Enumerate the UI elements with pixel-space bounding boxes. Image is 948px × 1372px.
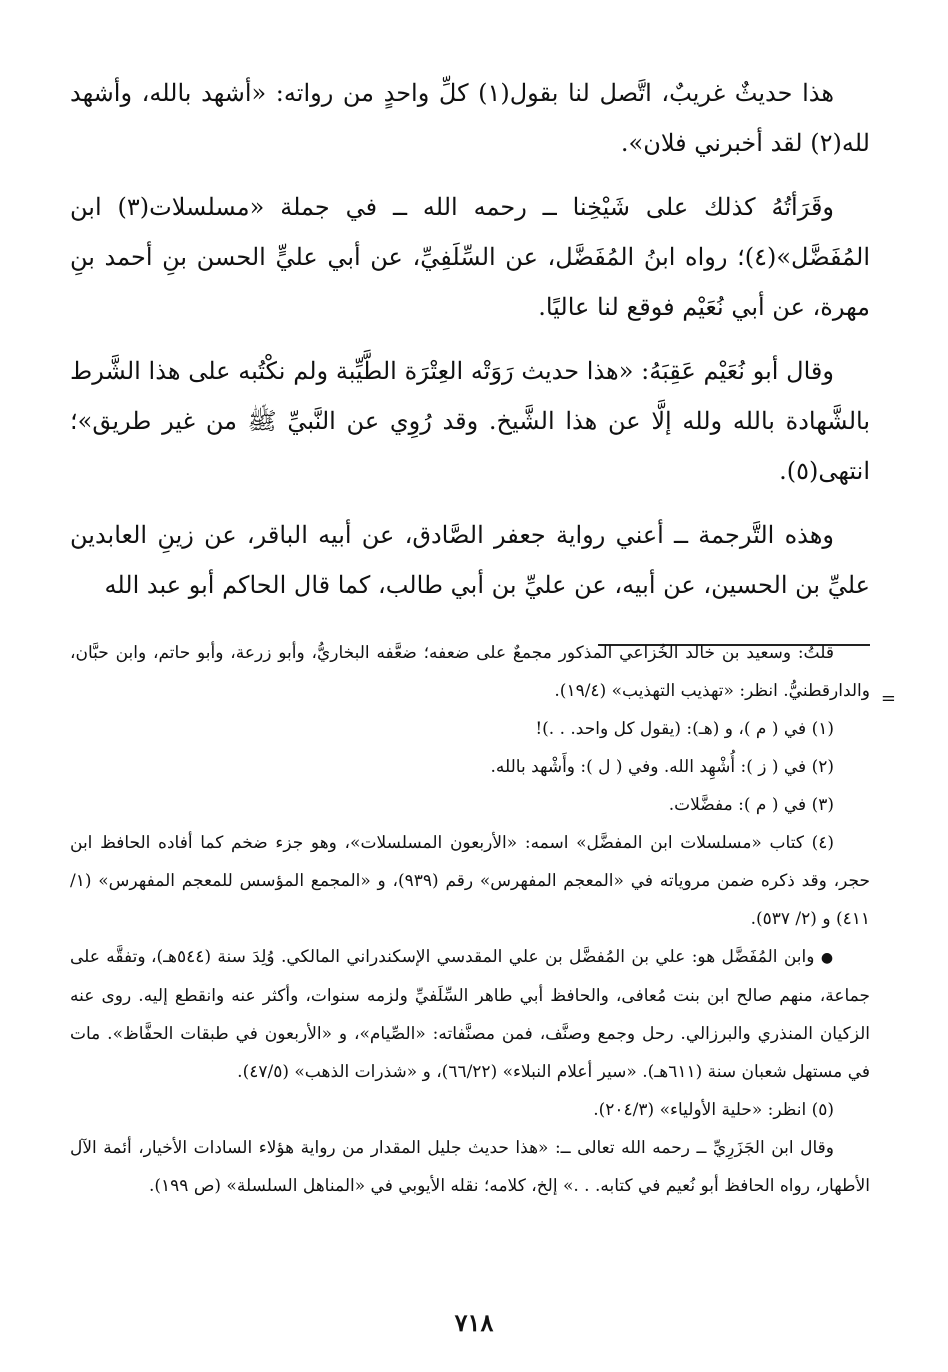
continuation-mark: = (880, 688, 896, 709)
main-paragraph: وهذه التَّرجمة ــ أعني رواية جعفر الصَّادق، عن أبيه الباقر، عن زينِ العابدين عليِّ بن الحسين، عن أبيه، عن عليِّ بن أبي طالب، كما قال الحاكم أبو عبد الله (70, 521, 870, 599)
main-text (70, 68, 870, 610)
footnote-continuation: قلتُ: وسعيد بن خالد الخُزاعي المذكور مجمعٌ على ضعفه؛ ضعَّفه البخاريُّ، وأبو زرعة، وأبو حاتم، وابن حبَّان، والدارقطنيُّ. انظر: «تهذيب التهذيب» (١٩/٤). (70, 643, 870, 701)
main-paragraph: هذا حديثٌ غريبٌ، اتَّصل لنا بقول(١) كلِّ واحدٍ من رواته: «أشهد بالله، وأشهد لله(٢) لقد أخبرني فلان». (70, 79, 870, 157)
page-number: ٧١٨ (454, 1308, 494, 1337)
footnote-item: (٣) في ( م ): مفضَّلات. (668, 795, 834, 815)
footnote-item: (١) في ( م )، و (هـ): (يقول كل واحد. . .)! (535, 719, 834, 739)
footnote-item: وقال ابن الجَزَرِيِّ ــ رحمه الله تعالى ــ: «هذا حديث جليل المقدار من رواية هؤلاء السادات الأخيار، أئمة الآل الأطهار، رواه الحافظ أبو نُعيم في كتابه. . .» إلخ، كلامه؛ نقله الأيوبي في «المناهل السلسلة» (ص ١٩٩). (70, 1138, 870, 1196)
footnote-item: (٤) كتاب «مسلسلات ابن المفضَّل» اسمه: «الأربعون المسلسلات»، وهو جزء ضخم كما أفاده الحافظ ابن حجر، وقد ذكره ضمن مروياته في «المعجم المفهرس» رقم (٩٣٩)، و «المجمع المؤسس للمعجم المفهرس» (١/ ٤١١) و (٢/ ٥٣٧). (70, 833, 871, 929)
main-paragraph: وقَرَأتُهُ كذلك على شَيْخِنا ــ رحمه الله ــ في جملة «مسلسلات(٣) ابن المُفَضَّل»(٤)؛ رواه ابنُ المُفَضَّل، عن السِّلَفِيِّ، عن أبي عليٍّ الحسن بنِ أحمد بنِ مهرة، عن أبي نُعَيْم فوقع لنا عاليًا. (70, 193, 870, 321)
bullet-icon: ● (820, 950, 835, 966)
footnote-item: (٥) انظر: «حلية الأولياء» (٢٠٤/٣). (593, 1100, 834, 1120)
footnote-item: (٢) في ( ز ): أُشْهِد الله. وفي ( ل ): وأَشْهد بالله. (490, 757, 834, 777)
page-body (70, 68, 896, 1205)
footnote-bullet-item (70, 938, 870, 1091)
main-paragraph: وقال أبو نُعَيْم عَقِبَهُ: «هذا حديث رَوَتْه العِتْرَة الطَّيِّبة ولم نكْتُبه على هذا الشَّرط بالشَّهادة بالله ولله إلَّا عن هذا الشَّيخ. وقد رُوِي عن النَّبيِّ ﷺ من غير طريق»؛ انتهى(٥). (70, 357, 870, 485)
footnote-bullet-text: وابن المُفَضَّل هو: علي بن المُفضَّل بن علي المقدسي الإسكندراني المالكي. وُلِدَ سنة (٥٤٤هـ)، وتفقَّه على جماعة، منهم صالح ابن بنت مُعافى، والحافظ أبي طاهر السِّلَفيِّ ولزمه سنوات، وأكثر عنه وانقطع إليه. روى عنه الزكيان المنذري والبرزالي. رحل وجمع وصنَّف، فمن مصنَّفاته: «الصِّيام»، و «الأربعون في طبقات الحفَّاظ». مات في مستهل شعبان سنة (٦١١هـ). «سير أعلام النبلاء» (٦٦/٢٢)، و «شذرات الذهب» (٤٧/٥). (70, 947, 871, 1082)
footnotes (70, 634, 896, 1205)
footnote-separator-area (70, 624, 870, 634)
